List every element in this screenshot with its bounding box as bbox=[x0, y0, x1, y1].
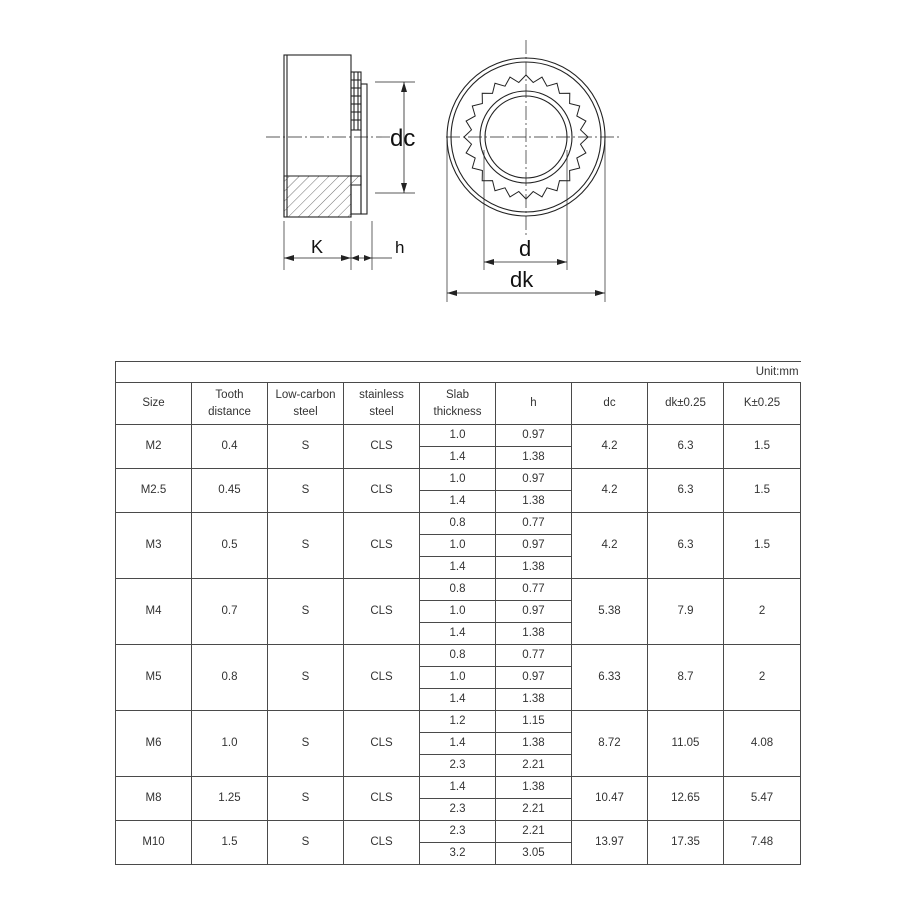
unit-label: Unit:mm bbox=[116, 362, 801, 383]
h-cell: 0.97 bbox=[496, 425, 572, 447]
header-dk: dk±0.25 bbox=[648, 383, 724, 425]
h-cell: 0.77 bbox=[496, 645, 572, 667]
dc-cell: 4.2 bbox=[572, 513, 648, 579]
tooth-distance-cell: 1.25 bbox=[192, 777, 268, 821]
stainless-cell: CLS bbox=[344, 821, 420, 865]
h-cell: 1.38 bbox=[496, 777, 572, 799]
h-cell: 2.21 bbox=[496, 821, 572, 843]
low-carbon-cell: S bbox=[268, 821, 344, 865]
table-row bbox=[116, 711, 801, 733]
dc-cell: 10.47 bbox=[572, 777, 648, 821]
slab-thickness-cell: 0.8 bbox=[420, 513, 496, 535]
size-cell: M5 bbox=[116, 645, 192, 711]
stainless-cell: CLS bbox=[344, 579, 420, 645]
slab-thickness-cell: 0.8 bbox=[420, 645, 496, 667]
dc-cell: 8.72 bbox=[572, 711, 648, 777]
h-cell: 3.05 bbox=[496, 843, 572, 865]
low-carbon-cell: S bbox=[268, 777, 344, 821]
header-h: h bbox=[496, 383, 572, 425]
tooth-distance-cell: 0.4 bbox=[192, 425, 268, 469]
header-slab-thickness: Slab thickness bbox=[420, 383, 496, 425]
h-cell: 1.38 bbox=[496, 689, 572, 711]
slab-thickness-cell: 2.3 bbox=[420, 799, 496, 821]
slab-thickness-cell: 1.4 bbox=[420, 733, 496, 755]
table-row bbox=[116, 777, 801, 799]
slab-thickness-cell: 1.4 bbox=[420, 623, 496, 645]
h-cell: 0.77 bbox=[496, 579, 572, 601]
low-carbon-cell: S bbox=[268, 579, 344, 645]
k-cell: 2 bbox=[724, 645, 801, 711]
h-cell: 0.77 bbox=[496, 513, 572, 535]
k-cell: 7.48 bbox=[724, 821, 801, 865]
h-cell: 1.15 bbox=[496, 711, 572, 733]
size-cell: M8 bbox=[116, 777, 192, 821]
dc-cell: 4.2 bbox=[572, 425, 648, 469]
stainless-cell: CLS bbox=[344, 425, 420, 469]
slab-thickness-cell: 2.3 bbox=[420, 755, 496, 777]
spec-table bbox=[115, 361, 801, 865]
tooth-distance-cell: 0.5 bbox=[192, 513, 268, 579]
side-view bbox=[266, 55, 415, 270]
dk-cell: 6.3 bbox=[648, 513, 724, 579]
slab-thickness-cell: 1.0 bbox=[420, 667, 496, 689]
k-cell: 1.5 bbox=[724, 469, 801, 513]
h-cell: 0.97 bbox=[496, 535, 572, 557]
low-carbon-cell: S bbox=[268, 645, 344, 711]
stainless-cell: CLS bbox=[344, 645, 420, 711]
d-label: d bbox=[519, 236, 532, 261]
table-row bbox=[116, 821, 801, 843]
size-cell: M4 bbox=[116, 579, 192, 645]
tooth-distance-cell: 0.7 bbox=[192, 579, 268, 645]
slab-thickness-cell: 1.0 bbox=[420, 425, 496, 447]
header-low-carbon-steel: Low-carbon steel bbox=[268, 383, 344, 425]
k-cell: 1.5 bbox=[724, 513, 801, 579]
slab-thickness-cell: 1.4 bbox=[420, 557, 496, 579]
h-cell: 1.38 bbox=[496, 623, 572, 645]
dc-label: dc bbox=[390, 125, 416, 152]
h-cell: 0.97 bbox=[496, 469, 572, 491]
header-row bbox=[116, 383, 801, 425]
slab-thickness-cell: 1.2 bbox=[420, 711, 496, 733]
front-view bbox=[446, 40, 622, 302]
dk-label: dk bbox=[510, 267, 534, 292]
slab-thickness-cell: 1.4 bbox=[420, 447, 496, 469]
header-dc: dc bbox=[572, 383, 648, 425]
low-carbon-cell: S bbox=[268, 513, 344, 579]
low-carbon-cell: S bbox=[268, 469, 344, 513]
dk-cell: 6.3 bbox=[648, 469, 724, 513]
header-tooth-distance: Tooth distance bbox=[192, 383, 268, 425]
slab-thickness-cell: 1.0 bbox=[420, 601, 496, 623]
dk-cell: 7.9 bbox=[648, 579, 724, 645]
tooth-distance-cell: 1.5 bbox=[192, 821, 268, 865]
stainless-cell: CLS bbox=[344, 513, 420, 579]
h-cell: 2.21 bbox=[496, 755, 572, 777]
k-label: K bbox=[311, 237, 324, 257]
dk-cell: 17.35 bbox=[648, 821, 724, 865]
table-row bbox=[116, 579, 801, 601]
dk-cell: 12.65 bbox=[648, 777, 724, 821]
table-row bbox=[116, 645, 801, 667]
slab-thickness-cell: 1.0 bbox=[420, 535, 496, 557]
h-cell: 2.21 bbox=[496, 799, 572, 821]
dk-cell: 11.05 bbox=[648, 711, 724, 777]
low-carbon-cell: S bbox=[268, 711, 344, 777]
h-cell: 1.38 bbox=[496, 557, 572, 579]
slab-thickness-cell: 1.0 bbox=[420, 469, 496, 491]
dc-cell: 5.38 bbox=[572, 579, 648, 645]
header-k: K±0.25 bbox=[724, 383, 801, 425]
tooth-distance-cell: 0.45 bbox=[192, 469, 268, 513]
slab-thickness-cell: 1.4 bbox=[420, 777, 496, 799]
k-cell: 5.47 bbox=[724, 777, 801, 821]
dk-cell: 6.3 bbox=[648, 425, 724, 469]
table-row bbox=[116, 469, 801, 491]
slab-thickness-cell: 1.4 bbox=[420, 689, 496, 711]
slab-thickness-cell: 1.4 bbox=[420, 491, 496, 513]
stainless-cell: CLS bbox=[344, 469, 420, 513]
h-cell: 0.97 bbox=[496, 601, 572, 623]
slab-thickness-cell: 2.3 bbox=[420, 821, 496, 843]
tooth-distance-cell: 1.0 bbox=[192, 711, 268, 777]
slab-thickness-cell: 3.2 bbox=[420, 843, 496, 865]
stainless-cell: CLS bbox=[344, 711, 420, 777]
k-cell: 1.5 bbox=[724, 425, 801, 469]
size-cell: M2.5 bbox=[116, 469, 192, 513]
h-cell: 1.38 bbox=[496, 491, 572, 513]
stainless-cell: CLS bbox=[344, 777, 420, 821]
dc-cell: 6.33 bbox=[572, 645, 648, 711]
table-row bbox=[116, 425, 801, 447]
dc-cell: 13.97 bbox=[572, 821, 648, 865]
size-cell: M6 bbox=[116, 711, 192, 777]
header-size: Size bbox=[116, 383, 192, 425]
tooth-distance-cell: 0.8 bbox=[192, 645, 268, 711]
size-cell: M2 bbox=[116, 425, 192, 469]
header-stainless-steel: stainless steel bbox=[344, 383, 420, 425]
h-cell: 1.38 bbox=[496, 447, 572, 469]
dc-cell: 4.2 bbox=[572, 469, 648, 513]
table-row bbox=[116, 513, 801, 535]
slab-thickness-cell: 0.8 bbox=[420, 579, 496, 601]
low-carbon-cell: S bbox=[268, 425, 344, 469]
size-cell: M10 bbox=[116, 821, 192, 865]
dk-cell: 8.7 bbox=[648, 645, 724, 711]
h-cell: 0.97 bbox=[496, 667, 572, 689]
h-label: h bbox=[395, 238, 405, 257]
size-cell: M3 bbox=[116, 513, 192, 579]
technical-drawing bbox=[0, 0, 900, 340]
k-cell: 4.08 bbox=[724, 711, 801, 777]
h-cell: 1.38 bbox=[496, 733, 572, 755]
k-cell: 2 bbox=[724, 579, 801, 645]
